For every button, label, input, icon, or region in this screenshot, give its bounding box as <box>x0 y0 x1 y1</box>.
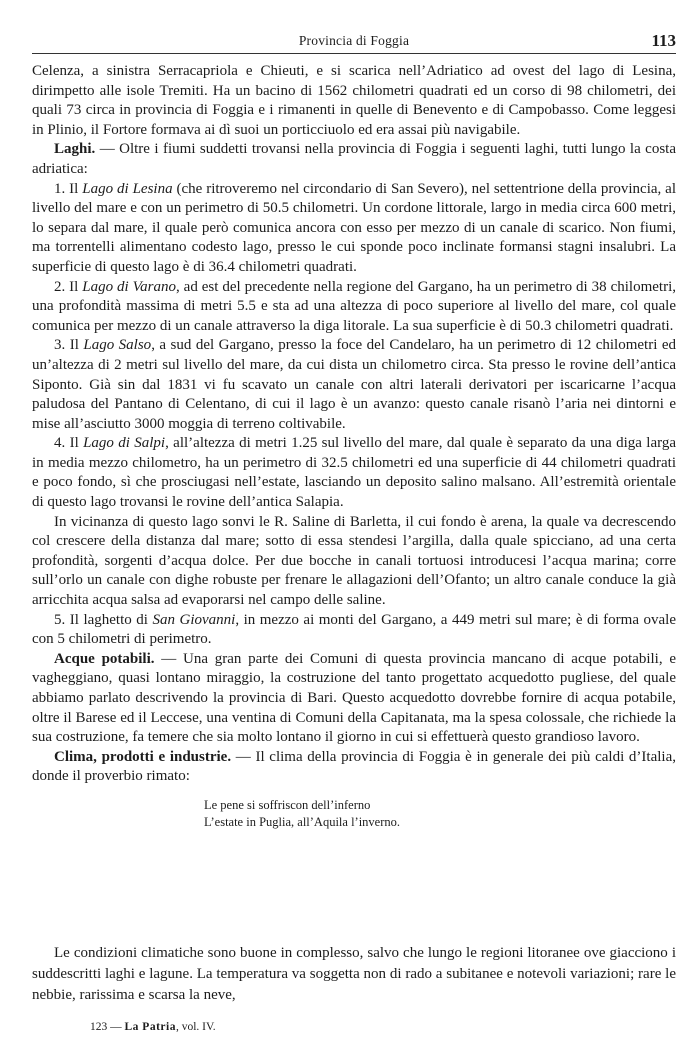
proverb-verse <box>204 797 676 831</box>
page-header <box>32 31 676 54</box>
lake-text: , in mezzo ai monti del Gargano, a 449 metri sul mare; è di forma ovale con 5 chilometri di perimetro. <box>32 611 676 648</box>
lake-text: , ad est del precedente nella regione del Gargano, ha un perimetro di 38 chilometri, una profondità massima di metri 5.5 e sta ad una altezza di poco superiore al livello del mare, col quale comunica per mezzo di un canale attraverso la diga litorale. La sua superficie è di 50.3 chilometri quadrati. <box>32 278 676 334</box>
paragraph-laghi <box>32 140 676 179</box>
list-number: 2. Il <box>54 278 83 295</box>
lake-name-varano: Lago di Varano <box>82 278 176 295</box>
list-number: 4. Il <box>54 435 84 452</box>
lake-name-san-giovanni: San Giovanni <box>152 611 236 628</box>
verse-line-2: L’estate in Puglia, all’Aquila l’inverno. <box>204 814 401 829</box>
lake-text: (che ritroveremo nel circondario di San Severo), nel settentrione della provincia, al livello del mare e con un perimetro di 50.5 chilometri. Un cordone littorale, largo in media circa 600 metri, lo separa dal mare, il quale però comunica ancora con esso per mezzo di un canale di scarico. Non fiumi, ma torrentelli alimentano codesto lago, presso le cui sponde poco inclinate formansi stagni insalubri. La superficie di questo lago è di 36.4 chilometri quadrati. <box>32 180 677 275</box>
paragraph-clima <box>32 748 676 787</box>
lake-text: , all’altezza di metri 1.25 sul livello del mare, dal quale è separato da una diga larga in media mezzo chilometro, ha un perimetro di 32.5 chilometri ed una superficie di 44 chilometri quadrati e poco fondo, sì che prosciugasi nell’estate, lasciando un deposito salino malsano. All’estremità orientale di questo lago trovansi le rovine dell’antica Salapia. <box>32 435 676 511</box>
paragraph-acque-text: — Una gran parte dei Comuni di questa provincia mancano di acque potabili, e vagheggiano, quasi lontano miraggio, la costruzione del tanto progettato acquedotto pugliese, del quale abbiamo parlato descrivendo la provincia di Bari. Questo acquedotto dovrebbe fornire di acqua potabile, oltre il Barese ed il Leccese, una ventina di Comuni della Capitanata, ma la spesa colossale, che richiede la sua costruzione, fa temere che sia molto lontano il giorno in cui si effettuerà questo grandioso lavoro. <box>32 650 677 746</box>
list-number: 1. Il <box>54 180 83 197</box>
lake-name-lesina: Lago di Lesina <box>82 180 173 197</box>
paragraph-saline: In vicinanza di questo lago sonvi le R. Saline di Barletta, il cui fondo è arena, la quale va decrescendo col crescere della distanza dal mare; sotto di essa stendesi l’argilla, dalla quale spicciano, ad una certa profondità, sorgenti d’acqua dolce. Per due bocche in canali tortuosi introducesi l’acqua marina; corre sull’orlo un canale con dighe robuste per frenare le allagazioni dell’Ofanto; un altro canale conduce la già arricchita acqua salsa ad evaporarsi nel campo delle saline. <box>32 513 676 609</box>
list-number: 5. Il laghetto di <box>54 611 153 628</box>
lake-name-salpi: Lago di Salpi <box>83 435 166 452</box>
paragraph-laghetto-san-giovanni <box>32 611 676 650</box>
paragraph-lago-salpi <box>32 434 676 512</box>
footer-signature: 123 — <box>90 1021 125 1033</box>
footer-title: La Patria <box>124 1021 176 1033</box>
lower-body <box>32 928 676 1021</box>
paragraph-lago-lesina <box>32 180 676 278</box>
paragraph-lago-varano <box>32 278 676 337</box>
lake-name-salso: Lago Salso <box>83 337 152 354</box>
section-label-laghi: Laghi. <box>54 141 96 158</box>
paragraph-laghi-text: — Oltre i fiumi suddetti trovansi nella provincia di Foggia i seguenti laghi, tutti lungo la costa adriatica: <box>32 141 676 177</box>
paragraph-acque-potabili <box>32 650 676 748</box>
paragraph-condizioni-climatiche: Le condizioni climatiche sono buone in complesso, salvo che lungo le regioni litoranee ove giacciono i suddescritti laghi e lagune. La temperatura va soggetta non di rado a subitanee e notevoli variazioni; rare le nebbie, rarissima e scarsa la neve, <box>32 945 676 1003</box>
section-label-acque: Acque potabili. <box>54 650 155 667</box>
paragraph-lago-salso <box>32 336 676 434</box>
list-number: 3. Il <box>54 337 84 354</box>
running-title: Provincia di Foggia <box>298 33 410 48</box>
page-number: 113 <box>651 31 676 50</box>
verse-line-1: Le pene si soffriscon dell’inferno <box>204 797 371 812</box>
lake-text: , a sud del Gargano, presso la foce del Candelaro, ha un perimetro di 12 chilometri ed un’altezza di 2 metri sul livello del mare, da cui dista un chilometro circa. Sta presso le rovine dell’antica Siponto. Già sin dal 1831 vi fu scavato un canale con altri laterali derivatori per iscaricarne l’acqua paludosa del Pantano di Celentano, di cui il lago è un avanzo: questo canale risanò l’aria nei dintorni e mise all’asciutto 3000 moggia di terreno coltivabile. <box>32 337 676 432</box>
paragraph-clima-text: — Il clima della provincia di Foggia è in generale dei più caldi d’Italia, donde il proverbio rimato: <box>32 748 676 785</box>
page-footer <box>90 1021 216 1033</box>
paragraph-fortore: Celenza, a sinistra Serracapriola e Chieuti, e si scarica nell’Adriatico ad ovest del lago di Lesina, dirimpetto alle isole Tremiti. Ha un bacino di 1562 chilometri quadrati ed un corso di 98 chilometri, dei quali 73 circa in provincia di Foggia e i rimanenti in quelle di Benevento e di Campobasso. Come leggesi in Plinio, il Fortore formava ai dì suoi un porticciuolo ed era assai più navigabile. <box>32 63 676 138</box>
section-label-clima: Clima, prodotti e industrie. <box>54 748 232 765</box>
footer-volume: , vol. IV. <box>175 1021 216 1033</box>
page-body <box>32 62 676 841</box>
